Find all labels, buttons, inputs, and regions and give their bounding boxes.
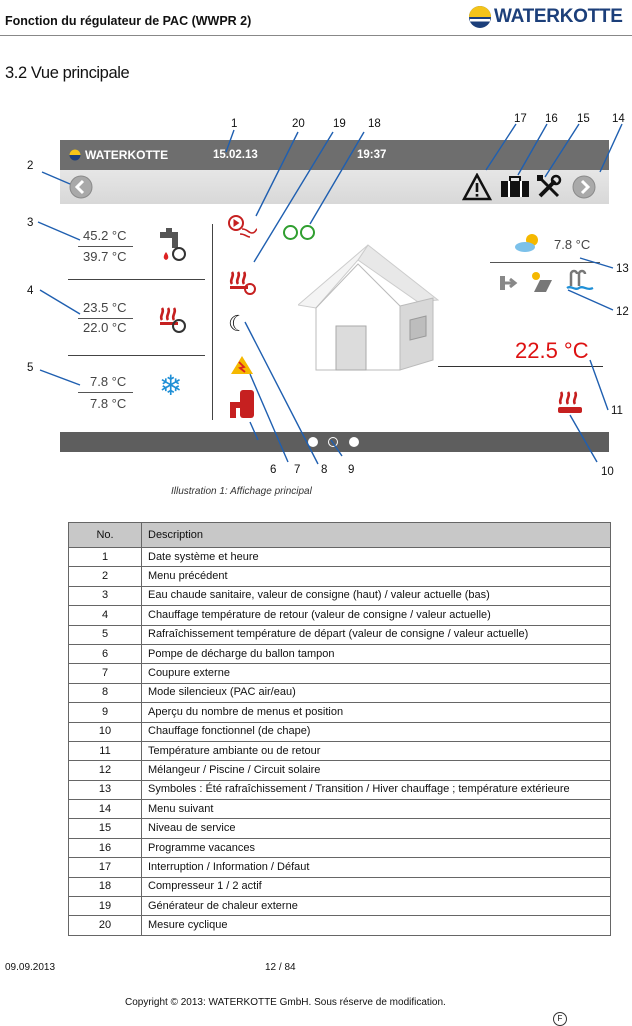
callout-6: 6 <box>270 464 277 476</box>
system-date: 15.02.13 <box>213 149 258 161</box>
callout-16: 16 <box>545 113 558 125</box>
row-description: Symboles : Été rafraîchissement / Transition / Hiver chauffage ; température extérieure <box>142 780 611 799</box>
cooling-actual: 7.8 °C <box>90 396 127 411</box>
document-title: Fonction du régulateur de PAC (WWPR 2) <box>5 14 252 28</box>
row-number: 13 <box>69 780 142 799</box>
return-divider <box>78 318 133 319</box>
table-row <box>69 916 611 935</box>
previous-menu-icon[interactable] <box>68 174 94 200</box>
table-row <box>69 780 611 799</box>
row-number: 15 <box>69 819 142 838</box>
row-description: Programme vacances <box>142 838 611 857</box>
callout-2: 2 <box>27 160 34 172</box>
cooling-setpoint: 7.8 °C <box>90 374 127 389</box>
row-description: Mode silencieux (PAC air/eau) <box>142 683 611 702</box>
house-icon <box>298 240 478 375</box>
callout-11: 11 <box>611 405 623 417</box>
row-description: Date système et heure <box>142 548 611 567</box>
cyclic-measurement-icon[interactable] <box>228 214 258 238</box>
column-header-description: Description <box>142 523 611 548</box>
external-shutdown-icon[interactable] <box>230 354 254 376</box>
callout-5: 5 <box>27 362 34 374</box>
hot-water-tap-icon[interactable] <box>158 228 188 262</box>
callout-20: 20 <box>292 118 305 130</box>
heating-icon[interactable] <box>158 302 188 334</box>
callout-1: 1 <box>231 118 238 130</box>
callout-9: 9 <box>348 464 355 476</box>
row-description: Compresseur 1 / 2 actif <box>142 877 611 896</box>
panel-divider-2 <box>68 355 205 356</box>
callout-19: 19 <box>333 118 346 130</box>
service-tools-icon[interactable] <box>536 174 562 200</box>
row-description: Eau chaude sanitaire, valeur de consigne (haut) / valeur actuelle (bas) <box>142 586 611 605</box>
row-number: 7 <box>69 664 142 683</box>
row-description: Température ambiante ou de retour <box>142 741 611 760</box>
row-number: 3 <box>69 586 142 605</box>
silent-mode-icon[interactable]: ☾ <box>228 311 248 336</box>
menu-dot-icon[interactable] <box>349 437 359 447</box>
external-heat-generator-icon[interactable] <box>228 266 258 296</box>
outdoor-temperature: 7.8 °C <box>554 237 591 252</box>
callout-18: 18 <box>368 118 381 130</box>
row-number: 2 <box>69 567 142 586</box>
row-number: 16 <box>69 838 142 857</box>
column-header-number: No. <box>69 523 142 548</box>
footer-date: 09.09.2013 <box>5 962 56 973</box>
table-row <box>69 586 611 605</box>
screen-brand: WATERKOTTE <box>85 148 169 162</box>
status-bar <box>60 140 609 170</box>
system-time: 19:37 <box>357 149 387 161</box>
panel-vertical-divider <box>212 224 213 420</box>
row-description: Mesure cyclique <box>142 916 611 935</box>
header-divider <box>0 35 632 36</box>
table-header-row <box>69 523 611 548</box>
solar-circuit-icon[interactable] <box>528 270 554 294</box>
row-number: 12 <box>69 761 142 780</box>
row-number: 11 <box>69 741 142 760</box>
room-divider <box>438 366 603 367</box>
row-number: 20 <box>69 916 142 935</box>
table-row <box>69 741 611 760</box>
row-description: Rafraîchissement température de départ (valeur de consigne / valeur actuelle) <box>142 625 611 644</box>
briefcase-icon[interactable] <box>500 176 530 198</box>
table-row <box>69 761 611 780</box>
table-row <box>69 548 611 567</box>
table-row <box>69 897 611 916</box>
table-row <box>69 858 611 877</box>
row-number: 5 <box>69 625 142 644</box>
brand-logo-icon <box>69 149 81 161</box>
row-description: Générateur de chaleur externe <box>142 897 611 916</box>
table-row <box>69 683 611 702</box>
row-description: Interruption / Information / Défaut <box>142 858 611 877</box>
logo-text: WATERKOTTE <box>494 6 623 27</box>
language-badge: F <box>553 1012 567 1026</box>
copyright-notice: Copyright © 2013: WATERKOTTE GmbH. Sous réserve de modification. <box>125 997 446 1008</box>
row-description: Aperçu du nombre de menus et position <box>142 703 611 722</box>
compressor-1-icon <box>283 225 298 240</box>
row-number: 4 <box>69 606 142 625</box>
navigation-bar <box>60 170 609 204</box>
row-description: Pompe de décharge du ballon tampon <box>142 644 611 663</box>
screed-heating-icon[interactable] <box>556 388 586 418</box>
row-number: 17 <box>69 858 142 877</box>
row-number: 14 <box>69 800 142 819</box>
return-setpoint: 23.5 °C <box>83 300 127 315</box>
outdoor-divider <box>490 262 600 263</box>
row-number: 19 <box>69 897 142 916</box>
snowflake-icon[interactable]: ❄ <box>159 370 183 401</box>
row-number: 6 <box>69 644 142 663</box>
cooling-divider <box>78 392 133 393</box>
callout-13: 13 <box>616 263 629 275</box>
row-description: Chauffage température de retour (valeur de consigne / valeur actuelle) <box>142 606 611 625</box>
buffer-pump-icon[interactable] <box>228 388 258 422</box>
dhw-actual: 39.7 °C <box>83 249 127 264</box>
row-number: 9 <box>69 703 142 722</box>
table-row <box>69 800 611 819</box>
table-row <box>69 703 611 722</box>
callout-10: 10 <box>601 466 614 478</box>
row-description: Chauffage fonctionnel (de chape) <box>142 722 611 741</box>
callout-12: 12 <box>616 306 629 318</box>
row-number: 1 <box>69 548 142 567</box>
callout-3: 3 <box>27 217 34 229</box>
figure-caption: Illustration 1: Affichage principal <box>171 486 312 497</box>
row-description: Menu suivant <box>142 800 611 819</box>
table-row <box>69 819 611 838</box>
row-number: 8 <box>69 683 142 702</box>
table-row <box>69 644 611 663</box>
callout-17: 17 <box>514 113 527 125</box>
callout-4: 4 <box>27 285 34 297</box>
controller-screen <box>60 140 609 452</box>
row-description: Menu précédent <box>142 567 611 586</box>
table-row <box>69 664 611 683</box>
menu-dot-active-icon[interactable] <box>328 437 338 447</box>
table-row <box>69 877 611 896</box>
warning-icon[interactable] <box>462 173 492 201</box>
table-row <box>69 722 611 741</box>
row-description: Mélangeur / Piscine / Circuit solaire <box>142 761 611 780</box>
transition-weather-icon[interactable] <box>514 232 544 254</box>
section-title: 3.2 Vue principale <box>5 64 130 82</box>
row-number: 10 <box>69 722 142 741</box>
return-actual: 22.0 °C <box>83 320 127 335</box>
callout-15: 15 <box>577 113 590 125</box>
panel-divider-1 <box>68 279 205 280</box>
dhw-divider <box>78 246 133 247</box>
row-description: Niveau de service <box>142 819 611 838</box>
row-number: 18 <box>69 877 142 896</box>
row-description: Coupure externe <box>142 664 611 683</box>
menu-position-bar <box>60 432 609 452</box>
page-number: 12 / 84 <box>265 962 296 973</box>
callout-7: 7 <box>294 464 301 476</box>
room-temperature: 22.5 °C <box>515 338 589 363</box>
callout-14: 14 <box>612 113 625 125</box>
menu-dot-icon[interactable] <box>308 437 318 447</box>
dhw-setpoint: 45.2 °C <box>83 228 127 243</box>
description-table <box>68 522 611 936</box>
next-menu-icon[interactable] <box>571 174 597 200</box>
pool-icon[interactable] <box>565 268 595 294</box>
callout-8: 8 <box>321 464 328 476</box>
table-row <box>69 625 611 644</box>
mixer-icon[interactable] <box>498 274 518 292</box>
compressor-2-icon <box>300 225 315 240</box>
table-row <box>69 567 611 586</box>
table-row <box>69 606 611 625</box>
table-row <box>69 838 611 857</box>
